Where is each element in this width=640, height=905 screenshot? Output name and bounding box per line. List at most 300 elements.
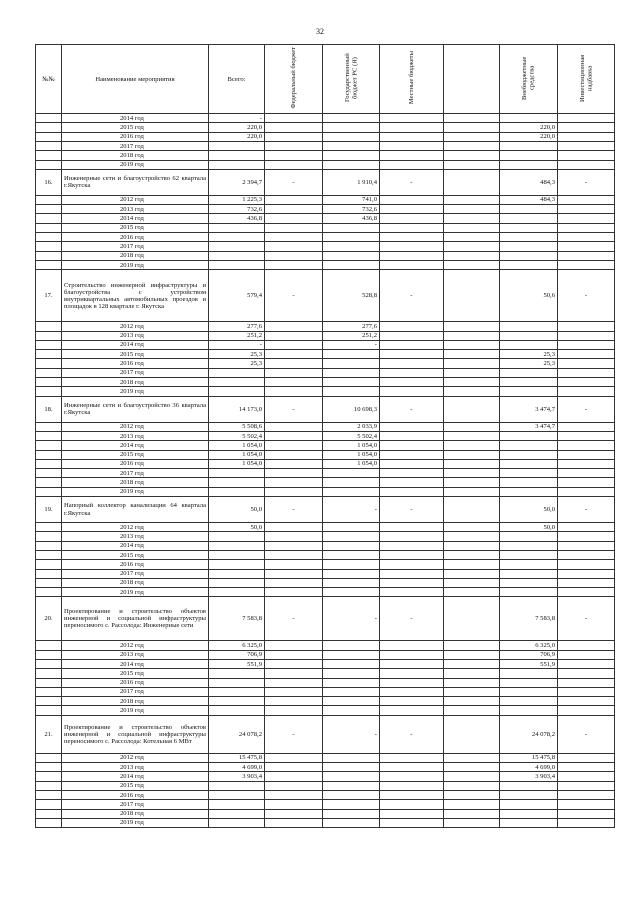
table-row-year <box>36 753 615 762</box>
cell-local <box>380 550 444 559</box>
cell-federal <box>265 242 323 251</box>
cell-num-empty <box>36 478 62 487</box>
table-row-year <box>36 260 615 269</box>
cell-offbudget: 3 903,4 <box>500 772 558 781</box>
cell-num-empty <box>36 441 62 450</box>
item-name: Напорный коллектор канализации 64 квартала г.Якутска <box>62 497 209 523</box>
year-label: 2017 год <box>62 368 209 377</box>
cell-local <box>380 800 444 809</box>
cell-offbudget: 25,3 <box>500 359 558 368</box>
cell-investment <box>558 541 615 550</box>
cell-state: - <box>323 340 380 349</box>
cell-blank <box>444 322 500 331</box>
cell-offbudget <box>500 322 558 331</box>
cell-blank <box>444 550 500 559</box>
cell-offbudget: 6 325,0 <box>500 641 558 650</box>
year-label: 2013 год <box>62 763 209 772</box>
cell-blank <box>444 142 500 151</box>
cell-offbudget <box>500 706 558 715</box>
cell-blank <box>444 697 500 706</box>
cell-blank <box>444 422 500 431</box>
table-row-year <box>36 251 615 260</box>
cell-local <box>380 763 444 772</box>
cell-local <box>380 322 444 331</box>
cell-num-empty <box>36 251 62 260</box>
year-label: 2014 год <box>62 541 209 550</box>
cell-offbudget: 15 475,8 <box>500 753 558 762</box>
cell-federal <box>265 487 323 496</box>
cell-blank <box>444 523 500 532</box>
cell-federal <box>265 706 323 715</box>
cell-offbudget: 484,3 <box>500 169 558 195</box>
cell-federal <box>265 588 323 597</box>
cell-local <box>380 114 444 123</box>
cell-federal <box>265 114 323 123</box>
table-row-year <box>36 650 615 659</box>
cell-local <box>380 650 444 659</box>
cell-offbudget: 551,9 <box>500 659 558 668</box>
cell-federal <box>265 578 323 587</box>
cell-total <box>209 687 265 696</box>
cell-total: 5 502,4 <box>209 431 265 440</box>
cell-offbudget <box>500 541 558 550</box>
cell-num-empty <box>36 790 62 799</box>
cell-blank <box>444 195 500 204</box>
cell-total <box>209 233 265 242</box>
table-row-item <box>36 169 615 195</box>
cell-total <box>209 560 265 569</box>
cell-blank <box>444 790 500 799</box>
year-label: 2019 год <box>62 387 209 396</box>
cell-total <box>209 368 265 377</box>
cell-blank <box>444 151 500 160</box>
cell-total: 1 225,3 <box>209 195 265 204</box>
cell-state <box>323 114 380 123</box>
cell-num-empty <box>36 114 62 123</box>
cell-blank <box>444 331 500 340</box>
cell-state <box>323 569 380 578</box>
cell-local <box>380 669 444 678</box>
cell-local <box>380 588 444 597</box>
cell-blank <box>444 340 500 349</box>
cell-local <box>380 195 444 204</box>
cell-offbudget: 220,0 <box>500 132 558 141</box>
cell-investment <box>558 523 615 532</box>
cell-state <box>323 523 380 532</box>
cell-investment <box>558 659 615 668</box>
cell-num-empty <box>36 132 62 141</box>
cell-offbudget: 25,3 <box>500 350 558 359</box>
cell-offbudget <box>500 251 558 260</box>
cell-state <box>323 160 380 169</box>
cell-federal <box>265 541 323 550</box>
cell-num-empty <box>36 151 62 160</box>
cell-federal <box>265 260 323 269</box>
table-row-item <box>36 396 615 422</box>
year-label: 2014 год <box>62 772 209 781</box>
cell-investment <box>558 578 615 587</box>
cell-federal <box>265 532 323 541</box>
year-label: 2014 год <box>62 114 209 123</box>
year-label: 2013 год <box>62 331 209 340</box>
cell-federal <box>265 251 323 260</box>
cell-num-empty <box>36 669 62 678</box>
item-name: Проектирование и строительство объектов инженерной и социальной инфраструктуры переносимого с. Расcолода: Инженерные сети <box>62 597 209 641</box>
cell-num-empty <box>36 818 62 827</box>
cell-investment <box>558 132 615 141</box>
cell-local <box>380 659 444 668</box>
cell-offbudget: 50,0 <box>500 497 558 523</box>
year-label: 2018 год <box>62 151 209 160</box>
cell-local: - <box>380 169 444 195</box>
cell-blank <box>444 350 500 359</box>
cell-federal <box>265 469 323 478</box>
year-label: 2015 год <box>62 450 209 459</box>
table-row-year <box>36 205 615 214</box>
cell-state: 1 054,0 <box>323 441 380 450</box>
cell-total: 7 583,8 <box>209 597 265 641</box>
cell-total: 25,3 <box>209 350 265 359</box>
cell-state <box>323 818 380 827</box>
cell-investment: - <box>558 597 615 641</box>
cell-total: 1 054,0 <box>209 450 265 459</box>
cell-total <box>209 697 265 706</box>
cell-state <box>323 560 380 569</box>
cell-state <box>323 151 380 160</box>
cell-offbudget <box>500 781 558 790</box>
cell-total: 3 903,4 <box>209 772 265 781</box>
cell-blank <box>444 560 500 569</box>
cell-local: - <box>380 497 444 523</box>
table-row-year <box>36 550 615 559</box>
cell-federal <box>265 790 323 799</box>
cell-total: 251,2 <box>209 331 265 340</box>
cell-federal <box>265 223 323 232</box>
year-label: 2012 год <box>62 641 209 650</box>
cell-investment <box>558 560 615 569</box>
cell-blank <box>444 532 500 541</box>
table-row-year <box>36 378 615 387</box>
cell-total <box>209 378 265 387</box>
cell-local <box>380 469 444 478</box>
cell-total: 551,9 <box>209 659 265 668</box>
cell-federal: - <box>265 497 323 523</box>
cell-local <box>380 459 444 468</box>
cell-blank <box>444 569 500 578</box>
cell-num-empty <box>36 687 62 696</box>
cell-investment <box>558 450 615 459</box>
cell-offbudget <box>500 560 558 569</box>
cell-offbudget <box>500 487 558 496</box>
cell-total: 24 078,2 <box>209 715 265 753</box>
table-body <box>36 114 615 828</box>
year-label: 2016 год <box>62 560 209 569</box>
col-header-blank <box>444 45 500 114</box>
cell-federal <box>265 669 323 678</box>
cell-total <box>209 387 265 396</box>
cell-offbudget <box>500 800 558 809</box>
cell-total: 6 325,0 <box>209 641 265 650</box>
year-label: 2014 год <box>62 340 209 349</box>
year-label: 2014 год <box>62 441 209 450</box>
table-row-year <box>36 223 615 232</box>
year-label: 2019 год <box>62 706 209 715</box>
cell-total: 50,0 <box>209 523 265 532</box>
cell-state <box>323 650 380 659</box>
cell-total: 25,3 <box>209 359 265 368</box>
cell-num-empty <box>36 431 62 440</box>
table-row-year <box>36 132 615 141</box>
table-row-year <box>36 763 615 772</box>
year-label: 2017 год <box>62 800 209 809</box>
cell-num-empty <box>36 541 62 550</box>
cell-num-empty <box>36 697 62 706</box>
cell-local <box>380 223 444 232</box>
year-label: 2019 год <box>62 260 209 269</box>
cell-offbudget <box>500 160 558 169</box>
cell-offbudget <box>500 569 558 578</box>
cell-offbudget: 220,0 <box>500 123 558 132</box>
year-label: 2017 год <box>62 687 209 696</box>
cell-investment <box>558 532 615 541</box>
cell-local <box>380 569 444 578</box>
cell-num-empty <box>36 532 62 541</box>
cell-blank <box>444 270 500 322</box>
table-row-year <box>36 641 615 650</box>
cell-federal <box>265 478 323 487</box>
cell-blank <box>444 214 500 223</box>
cell-total: 4 699,0 <box>209 763 265 772</box>
cell-offbudget <box>500 114 558 123</box>
cell-total <box>209 142 265 151</box>
cell-blank <box>444 223 500 232</box>
cell-total: 1 054,0 <box>209 441 265 450</box>
cell-local <box>380 450 444 459</box>
cell-offbudget <box>500 205 558 214</box>
item-number: 17. <box>36 270 62 322</box>
cell-local <box>380 678 444 687</box>
cell-local <box>380 478 444 487</box>
table-row-year <box>36 800 615 809</box>
year-label: 2013 год <box>62 650 209 659</box>
cell-investment <box>558 205 615 214</box>
cell-local <box>380 160 444 169</box>
cell-local <box>380 772 444 781</box>
cell-state: 1 054,0 <box>323 459 380 468</box>
cell-federal <box>265 160 323 169</box>
cell-federal: - <box>265 270 323 322</box>
cell-num-empty <box>36 659 62 668</box>
item-name: Проектирование и строительство объектов инженерной и социальной инфраструктуры переносимого с. Рассолода: Котельная 6 МВт <box>62 715 209 753</box>
cell-num-empty <box>36 678 62 687</box>
cell-federal <box>265 142 323 151</box>
cell-local <box>380 541 444 550</box>
item-name: Строительство инженерной инфраструктуры и благоустройства с устройством внутриквартальных автомобильных проездов и площадок в 128 квартале г. Якутска <box>62 270 209 322</box>
cell-federal <box>265 340 323 349</box>
table-row-year <box>36 809 615 818</box>
cell-offbudget <box>500 340 558 349</box>
cell-num-empty <box>36 569 62 578</box>
cell-investment <box>558 669 615 678</box>
year-label: 2018 год <box>62 378 209 387</box>
cell-num-empty <box>36 123 62 132</box>
cell-federal <box>265 195 323 204</box>
cell-investment <box>558 378 615 387</box>
year-label: 2016 год <box>62 359 209 368</box>
table-row-year <box>36 578 615 587</box>
table-row-year <box>36 487 615 496</box>
cell-num-empty <box>36 160 62 169</box>
table-row-item <box>36 270 615 322</box>
cell-investment <box>558 550 615 559</box>
cell-state <box>323 359 380 368</box>
cell-offbudget <box>500 450 558 459</box>
cell-state <box>323 123 380 132</box>
cell-state <box>323 132 380 141</box>
cell-num-empty <box>36 781 62 790</box>
cell-state: 10 698,3 <box>323 396 380 422</box>
cell-local <box>380 687 444 696</box>
cell-state <box>323 763 380 772</box>
cell-federal <box>265 123 323 132</box>
cell-blank <box>444 706 500 715</box>
cell-offbudget <box>500 260 558 269</box>
item-number: 18. <box>36 396 62 422</box>
cell-blank <box>444 169 500 195</box>
cell-state: - <box>323 715 380 753</box>
cell-offbudget <box>500 578 558 587</box>
cell-state <box>323 790 380 799</box>
cell-total <box>209 251 265 260</box>
cell-federal <box>265 422 323 431</box>
cell-state: 2 033,9 <box>323 422 380 431</box>
cell-local <box>380 532 444 541</box>
year-label: 2012 год <box>62 753 209 762</box>
cell-state <box>323 260 380 269</box>
cell-local <box>380 753 444 762</box>
cell-offbudget <box>500 331 558 340</box>
year-label: 2013 год <box>62 532 209 541</box>
cell-federal: - <box>265 715 323 753</box>
cell-blank <box>444 541 500 550</box>
year-label: 2016 год <box>62 678 209 687</box>
cell-state <box>323 223 380 232</box>
cell-offbudget <box>500 697 558 706</box>
cell-num-empty <box>36 450 62 459</box>
cell-local <box>380 422 444 431</box>
cell-local <box>380 818 444 827</box>
table-row-year <box>36 772 615 781</box>
cell-investment <box>558 151 615 160</box>
cell-federal <box>265 523 323 532</box>
cell-local <box>380 578 444 587</box>
cell-state <box>323 233 380 242</box>
cell-num-empty <box>36 205 62 214</box>
cell-total <box>209 223 265 232</box>
table-row-year <box>36 114 615 123</box>
cell-investment <box>558 781 615 790</box>
cell-investment <box>558 350 615 359</box>
table-row-year <box>36 569 615 578</box>
table-row-year <box>36 790 615 799</box>
cell-offbudget <box>500 142 558 151</box>
cell-num-empty <box>36 242 62 251</box>
year-label: 2018 год <box>62 478 209 487</box>
cell-offbudget <box>500 588 558 597</box>
year-label: 2015 год <box>62 350 209 359</box>
cell-state <box>323 532 380 541</box>
cell-federal <box>265 800 323 809</box>
cell-state <box>323 588 380 597</box>
table-row-year <box>36 818 615 827</box>
col-header-offbudget-label: Внебюджетные средства <box>521 56 536 100</box>
cell-offbudget <box>500 387 558 396</box>
cell-offbudget: 706,9 <box>500 650 558 659</box>
cell-local <box>380 790 444 799</box>
cell-offbudget <box>500 809 558 818</box>
cell-federal <box>265 132 323 141</box>
cell-blank <box>444 715 500 753</box>
cell-local <box>380 331 444 340</box>
cell-federal: - <box>265 169 323 195</box>
table-row-item <box>36 497 615 523</box>
cell-total: 1 054,0 <box>209 459 265 468</box>
table-row-year <box>36 478 615 487</box>
cell-state: 436,8 <box>323 214 380 223</box>
cell-federal <box>265 350 323 359</box>
year-label: 2016 год <box>62 132 209 141</box>
cell-investment <box>558 469 615 478</box>
cell-local: - <box>380 597 444 641</box>
table-row-year <box>36 368 615 377</box>
item-number: 21. <box>36 715 62 753</box>
cell-local <box>380 233 444 242</box>
item-number: 16. <box>36 169 62 195</box>
cell-num-empty <box>36 387 62 396</box>
cell-num-empty <box>36 350 62 359</box>
cell-total <box>209 151 265 160</box>
cell-total <box>209 541 265 550</box>
year-label: 2015 год <box>62 669 209 678</box>
cell-state <box>323 242 380 251</box>
cell-blank <box>444 597 500 641</box>
cell-investment <box>558 387 615 396</box>
year-label: 2016 год <box>62 790 209 799</box>
cell-blank <box>444 818 500 827</box>
table-row-year <box>36 123 615 132</box>
cell-federal <box>265 772 323 781</box>
cell-federal <box>265 569 323 578</box>
cell-federal <box>265 233 323 242</box>
cell-local <box>380 132 444 141</box>
cell-num-empty <box>36 322 62 331</box>
cell-total <box>209 781 265 790</box>
year-label: 2018 год <box>62 697 209 706</box>
cell-total <box>209 532 265 541</box>
year-label: 2015 год <box>62 123 209 132</box>
cell-investment <box>558 818 615 827</box>
cell-investment <box>558 641 615 650</box>
cell-total <box>209 487 265 496</box>
table-row-year <box>36 160 615 169</box>
cell-blank <box>444 260 500 269</box>
cell-local <box>380 387 444 396</box>
cell-total <box>209 242 265 251</box>
cell-investment <box>558 763 615 772</box>
col-header-investment <box>558 45 615 114</box>
col-header-state-label: Государственный бюджет РС (Я) <box>343 53 358 103</box>
cell-state <box>323 697 380 706</box>
